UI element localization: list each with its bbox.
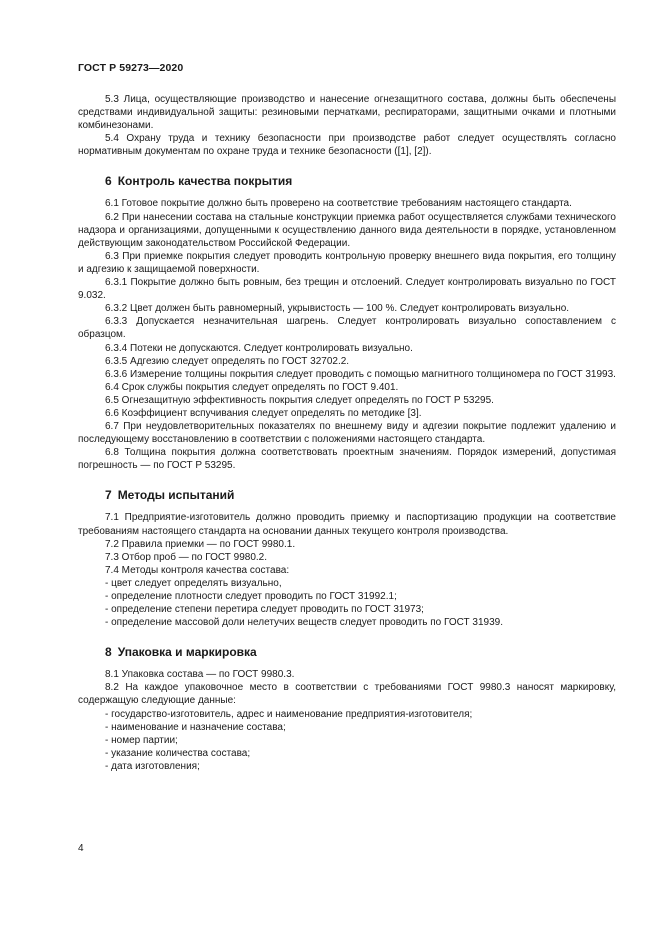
section-8-title: Упаковка и маркировка bbox=[117, 645, 257, 660]
paragraph-6-3-1: 6.3.1 Покрытие должно быть ровным, без трещин и отслоений. Следует контролировать визуально по ГОСТ 9.032. bbox=[78, 277, 616, 302]
list-item: - цвет следует определять визуально, bbox=[105, 577, 282, 589]
section-7-number: 7 bbox=[105, 488, 112, 503]
paragraph-6-6: 6.6 Коэффициент вспучивания следует определять по методике [3]. bbox=[105, 407, 422, 419]
list-item: - указание количества состава; bbox=[105, 747, 251, 759]
list-item: - номер партии; bbox=[105, 734, 178, 746]
paragraph-5-4: 5.4 Охрану труда и технику безопасности при производстве работ следует осуществлять согласно нормативным документам по охране труда и технике безопасности ([1], [2]). bbox=[78, 133, 616, 158]
paragraph-6-1: 6.1 Готовое покрытие должно быть проверено на соответствие требованиям настоящего стандарта. bbox=[105, 198, 572, 210]
section-6-title: Контроль качества покрытия bbox=[117, 174, 293, 189]
section-6-heading bbox=[78, 173, 616, 189]
list-item: - дата изготовления; bbox=[105, 760, 200, 772]
document-header: ГОСТ Р 59273—2020 bbox=[78, 62, 184, 74]
section-7-title: Методы испытаний bbox=[117, 488, 235, 503]
paragraph-5-3: 5.3 Лица, осуществляющие производство и нанесение огнезащитного состава, должны быть обеспечены средствами индивидуальной защиты: резиновыми перчатками, респираторами, защитными очками и плотными комбинезонами. bbox=[78, 94, 616, 132]
paragraph-8-2: 8.2 На каждое упаковочное место в соответствии с требованиями ГОСТ 9980.3 наносят маркировку, содержащую следующие данные: bbox=[78, 682, 616, 707]
paragraph-6-4: 6.4 Срок службы покрытия следует определять по ГОСТ 9.401. bbox=[105, 381, 399, 393]
paragraph-6-2: 6.2 При нанесении состава на стальные конструкции приемка работ осуществляется службами технического надзора и организациями, допущенными к осуществлению данного вида деятельности в порядке, установленном действующим законодательством Российской Федерации. bbox=[78, 211, 616, 249]
list-item: - наименование и назначение состава; bbox=[105, 721, 286, 733]
paragraph-6-3-5: 6.3.5 Адгезию следует определять по ГОСТ 32702.2. bbox=[105, 355, 350, 367]
paragraph-6-3-4: 6.3.4 Потеки не допускаются. Следует контролировать визуально. bbox=[105, 342, 413, 354]
paragraph-6-3-6: 6.3.6 Измерение толщины покрытия следует проводить с помощью магнитного толщиномера по ГОСТ 31993. bbox=[105, 368, 616, 380]
page-number: 4 bbox=[78, 843, 84, 854]
paragraph-6-7: 6.7 При неудовлетворительных показателях по внешнему виду и адгезии покрытие подлежит удалению и последующему восстановлению в соответствии с положениями настоящего стандарта. bbox=[78, 421, 616, 446]
paragraph-8-1: 8.1 Упаковка состава — по ГОСТ 9980.3. bbox=[105, 669, 295, 681]
paragraph-7-3: 7.3 Отбор проб — по ГОСТ 9980.2. bbox=[105, 551, 268, 563]
paragraph-7-2: 7.2 Правила приемки — по ГОСТ 9980.1. bbox=[105, 538, 296, 550]
section-8-heading bbox=[78, 644, 616, 660]
section-8-number: 8 bbox=[105, 645, 112, 660]
paragraph-6-3: 6.3 При приемке покрытия следует проводить контрольную проверку внешнего вида покрытия, его толщину и адгезию к защищаемой поверхности. bbox=[78, 250, 616, 275]
paragraph-6-5: 6.5 Огнезащитную эффективность покрытия следует определять по ГОСТ Р 53295. bbox=[105, 394, 494, 406]
paragraph-6-8: 6.8 Толщина покрытия должна соответствовать проектным значениям. Порядок измерений, допустимая погрешность — по ГОСТ Р 53295. bbox=[78, 447, 616, 472]
list-item: - определение степени перетира следует проводить по ГОСТ 31973; bbox=[105, 604, 424, 616]
paragraph-7-4: 7.4 Методы контроля качества состава: bbox=[105, 564, 290, 576]
section-7-heading bbox=[78, 487, 616, 503]
list-item: - определение плотности следует проводить по ГОСТ 31992.1; bbox=[105, 591, 397, 602]
paragraph-7-1: 7.1 Предприятие-изготовитель должно проводить приемку и паспортизацию продукции на соответствие требованиям настоящего стандарта на основании данных текущего контроля производства. bbox=[78, 512, 616, 537]
paragraph-6-3-2: 6.3.2 Цвет должен быть равномерный, укрывистость — 100 %. Следует контролировать визуально. bbox=[105, 303, 570, 315]
list-item: - определение массовой доли нелетучих веществ следует проводить по ГОСТ 31939. bbox=[105, 617, 504, 629]
section-6-number: 6 bbox=[105, 174, 112, 189]
page-content bbox=[78, 93, 616, 773]
paragraph-6-3-3: 6.3.3 Допускается незначительная шагрень. Следует контролировать визуально сопоставлением с образцом. bbox=[78, 316, 616, 341]
list-item: - государство-изготовитель, адрес и наименование предприятия-изготовителя; bbox=[105, 708, 473, 720]
